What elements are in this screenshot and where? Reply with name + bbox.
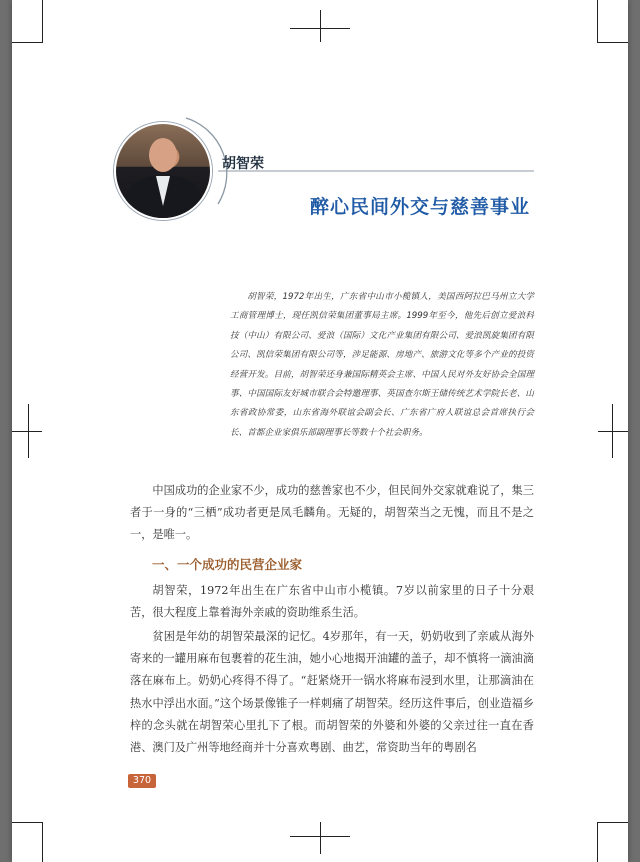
article-title: 醉心民间外交与慈善事业: [310, 196, 531, 218]
crop-mark-bottom-right-v: [597, 822, 598, 862]
crop-mark-bottom-right-h: [598, 822, 628, 823]
intro-paragraph: 中国成功的企业家不少，成功的慈善家也不少，但民间外交家就难说了，集三者于一身的“三栖”成功者更是凤毛麟角。无疑的，胡智荣当之无愧，而且不是之一，是唯一。: [130, 484, 534, 542]
register-mark-left-h: [12, 431, 42, 432]
crop-mark-bottom-left-h: [12, 822, 42, 823]
register-mark-bottom-v: [320, 822, 321, 854]
author-bio: 胡智荣，1972年出生，广东省中山市小榄镇人，美国西阿拉巴马州立大学工商管理博士，现任凯信荣集团董事局主席。1999年至今，他先后创立爱浪科技（中山）有限公司、爱浪（国际）文化产业集团有限公司、爱浪凯旋集团有限公司、凯信荣集团有限公司等，涉足能源、房地产、旅游文化等多个产业的投资经营开发。目前，胡智荣还身兼国际精英会主席、中国人民对外友好协会全国理事、中国国际友好城市联合会特邀理事、英国查尔斯王储传统艺术学院长老、山东省政协常委，山东省海外联谊会副会长、广东省广府人联谊总会首席执行会长、首都企业家俱乐部副理事长等数十个社会职务。: [230, 292, 534, 438]
page-number: 370: [128, 774, 156, 788]
paragraph-2: 贫困是年幼的胡智荣最深的记忆。4岁那年，有一天，奶奶收到了亲戚从海外寄来的一罐用麻布包裹着的花生油，她小心地揭开油罐的盖子，却不慎将一滴油滴落在麻布上。奶奶心疼得不得了。“赶紧烧开一锅水将麻布浸到水里，让那滴油在热水中浮出水面。”这个场景像锥子一样刺痛了胡智荣。经历这件事后，创业造福乡梓的念头就在胡智荣心里扎下了根。而胡智荣的外婆和外婆的父亲过往一直在香港、澳门及广州等地经商并十分喜欢粤剧、曲艺，常资助当年的粤剧名: [130, 630, 534, 755]
document-page: [12, 0, 628, 862]
register-mark-left-v: [28, 404, 29, 458]
paragraph-1: 胡智荣，1972年出生在广东省中山市小榄镇。7岁以前家里的日子十分艰苦，很大程度上靠着海外亲戚的资助维系生活。: [130, 584, 534, 620]
section-heading: 一、一个成功的民营企业家: [152, 557, 303, 572]
register-mark-right-v: [612, 404, 613, 458]
register-mark-right-h: [598, 431, 628, 432]
crop-mark-bottom-left-v: [42, 822, 43, 862]
person-name: 胡智荣: [222, 156, 264, 172]
